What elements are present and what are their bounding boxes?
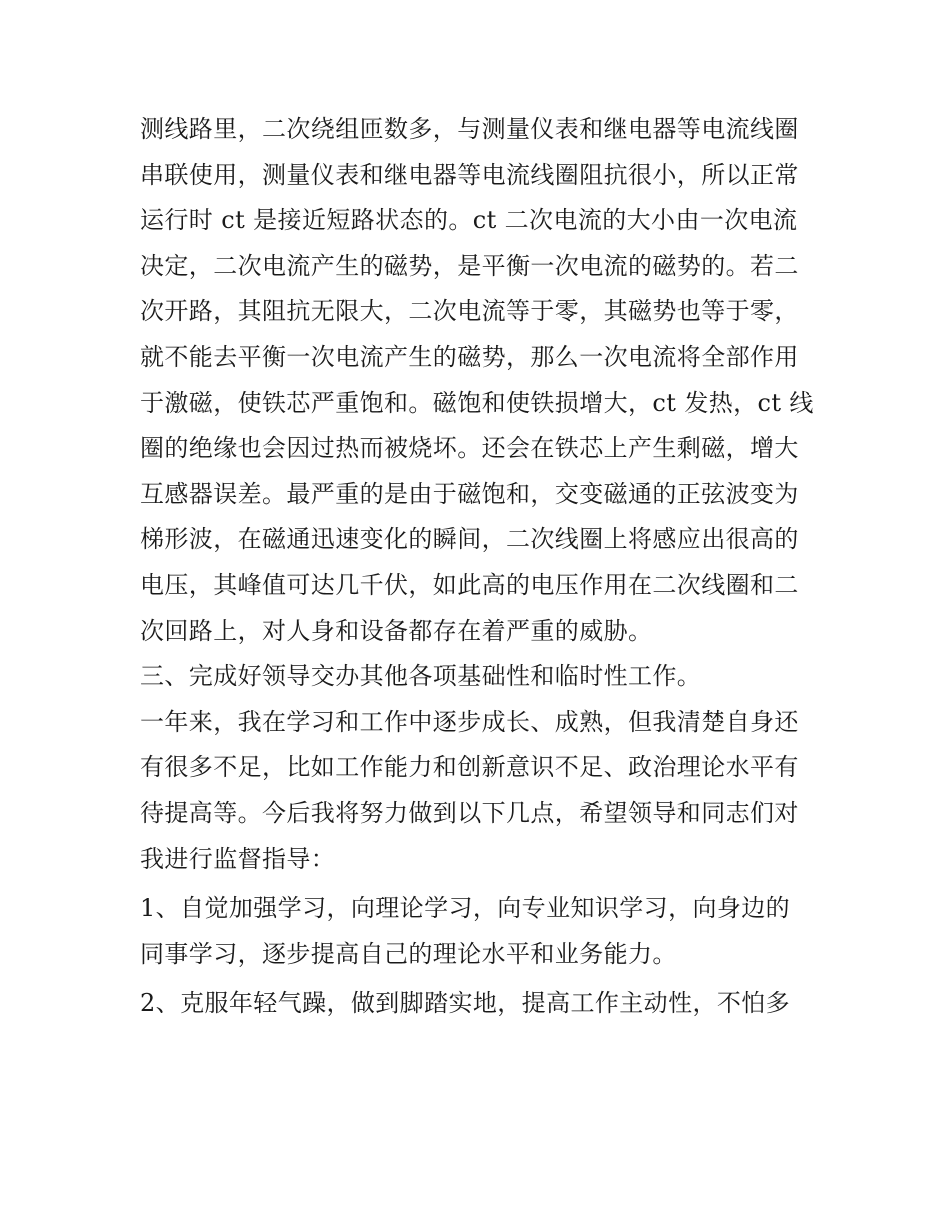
text-line: 测线路里，二次绕组匝数多，与测量仪表和继电器等电流线圈 xyxy=(140,115,799,143)
list-item: 1、自觉加强学习，向理论学习，向专业知识学习，向身边的 xyxy=(140,894,791,923)
text-line: 决定，二次电流产生的磁势，是平衡一次电流的磁势的。若二 xyxy=(140,251,799,280)
text-line: 圈的绝缘也会因过热而被烧坏。还会在铁芯上产生剩磁，增大 xyxy=(140,434,799,463)
text-line: 梯形波，在磁通迅速变化的瞬间，二次线圈上将感应出很高的 xyxy=(140,525,799,554)
text-line: 于激磁，使铁芯严重饱和。磁饱和使铁损增大，ct 发热，ct 线 xyxy=(140,388,814,417)
body-text xyxy=(140,107,830,1027)
text-line: 待提高等。今后我将努力做到以下几点，希望领导和同志们对 xyxy=(140,798,799,827)
text-line: 次回路上，对人身和设备都存在着严重的威胁。 xyxy=(140,616,653,645)
text-line: 有很多不足，比如工作能力和创新意识不足、政治理论水平有 xyxy=(140,753,799,782)
text-line: 就不能去平衡一次电流产生的磁势，那么一次电流将全部作用 xyxy=(140,342,799,371)
section-heading: 三、完成好领导交办其他各项基础性和临时性工作。 xyxy=(140,662,702,691)
text-line: 互感器误差。最严重的是由于磁饱和，交变磁通的正弦波变为 xyxy=(140,479,799,508)
text-line: 次开路，其阻抗无限大，二次电流等于零，其磁势也等于零， xyxy=(140,297,799,326)
text-line: 一年来，我在学习和工作中逐步成长、成熟，但我清楚自身还 xyxy=(140,707,799,736)
text-line: 电压，其峰值可达几千伏，如此高的电压作用在二次线圈和二 xyxy=(140,570,799,599)
list-item: 2、克服年轻气躁，做到脚踏实地，提高工作主动性，不怕多 xyxy=(140,989,791,1018)
text-line: 同事学习，逐步提高自己的理论水平和业务能力。 xyxy=(140,939,677,968)
text-line: 运行时 ct 是接近短路状态的。ct 二次电流的大小由一次电流 xyxy=(140,206,798,235)
text-line: 我进行监督指导： xyxy=(140,844,336,873)
text-line: 串联使用，测量仪表和继电器等电流线圈阻抗很小，所以正常 xyxy=(140,160,799,189)
